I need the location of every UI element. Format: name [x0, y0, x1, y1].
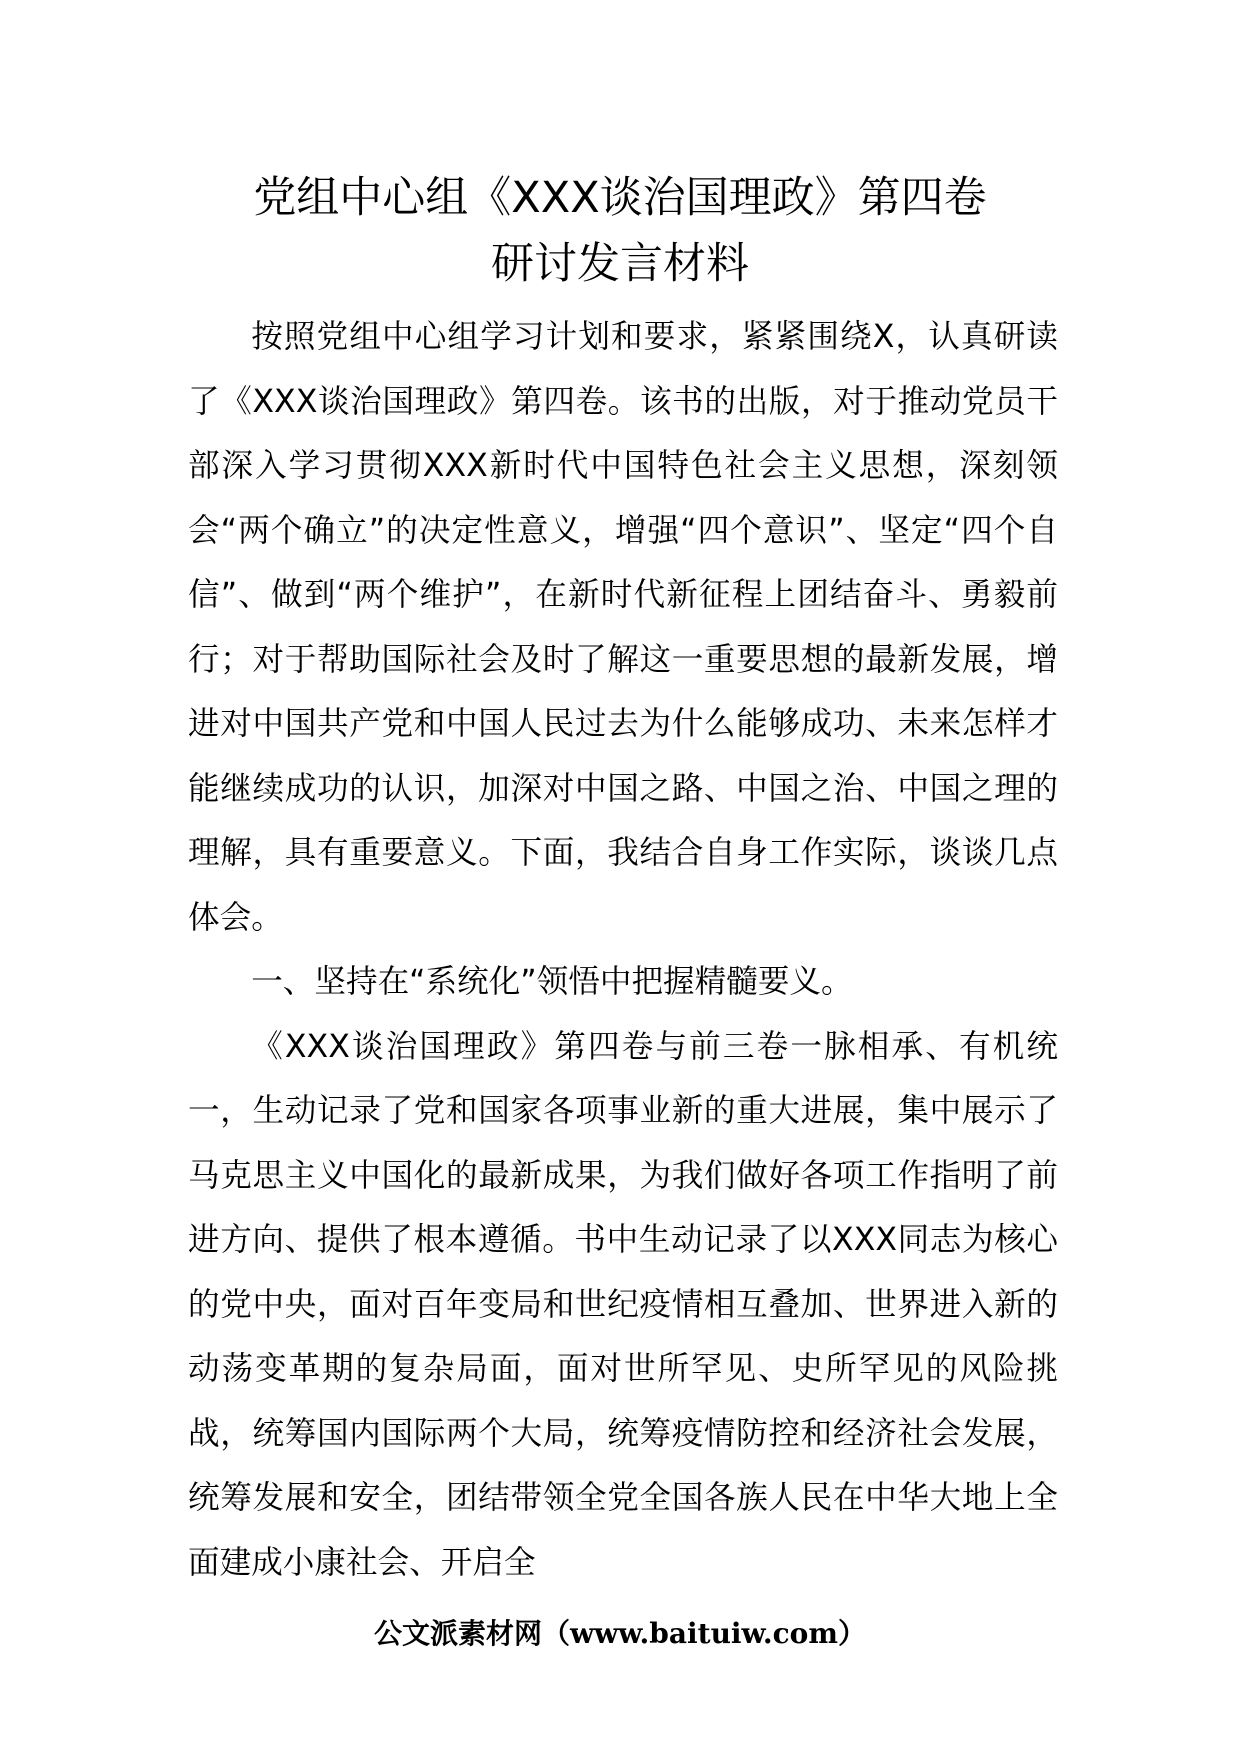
- document-title-line-2: 研讨发言材料: [491, 239, 749, 289]
- intro-paragraph: 按照党组中心组学习计划和要求，紧紧围绕X，认真研读了《XXX谈治国理政》第四卷。该书的出版，对于推动党员干部深入学习贯彻XXX新时代中国特色社会主义思想，深刻领会“两个确立”的决定性意义，增强“四个意识”、坚定“四个自信”、做到“两个维护”，在新时代新征程上团结奋斗、勇毅前行；对于帮助国际社会及时了解这一重要思想的最新发展，增进对中国共产党和中国人民过去为什么能够成功、未来怎样才能继续成功的认识，加深对中国之路、中国之治、中国之理的理解，具有重要意义。下面，我结合自身工作实际，谈谈几点体会。: [188, 319, 1058, 936]
- section-heading-1: 一、坚持在“系统化”领悟中把握精髓要义。: [251, 964, 853, 1000]
- footer-source: 公文派素材网（www.baituiw.com）: [374, 1617, 866, 1650]
- document-title-line-1: 党组中心组《XXX谈治国理政》第四卷: [253, 173, 987, 223]
- section-paragraph-1: 《XXX谈治国理政》第四卷与前三卷一脉相承、有机统一，生动记录了党和国家各项事业新的重大进展，集中展示了马克思主义中国化的最新成果，为我们做好各项工作指明了前进方向、提供了根本遵循。书中生动记录了以XXX同志为核心的党中央，面对百年变局和世纪疫情相互叠加、世界进入新的动荡变革期的复杂局面，面对世所罕见、史所罕见的风险挑战，统筹国内国际两个大局，统筹疫情防控和经济社会发展，统筹发展和安全，团结带领全党全国各族人民在中华大地上全面建成小康社会、开启全: [188, 1028, 1058, 1581]
- document-body: [188, 305, 1058, 1595]
